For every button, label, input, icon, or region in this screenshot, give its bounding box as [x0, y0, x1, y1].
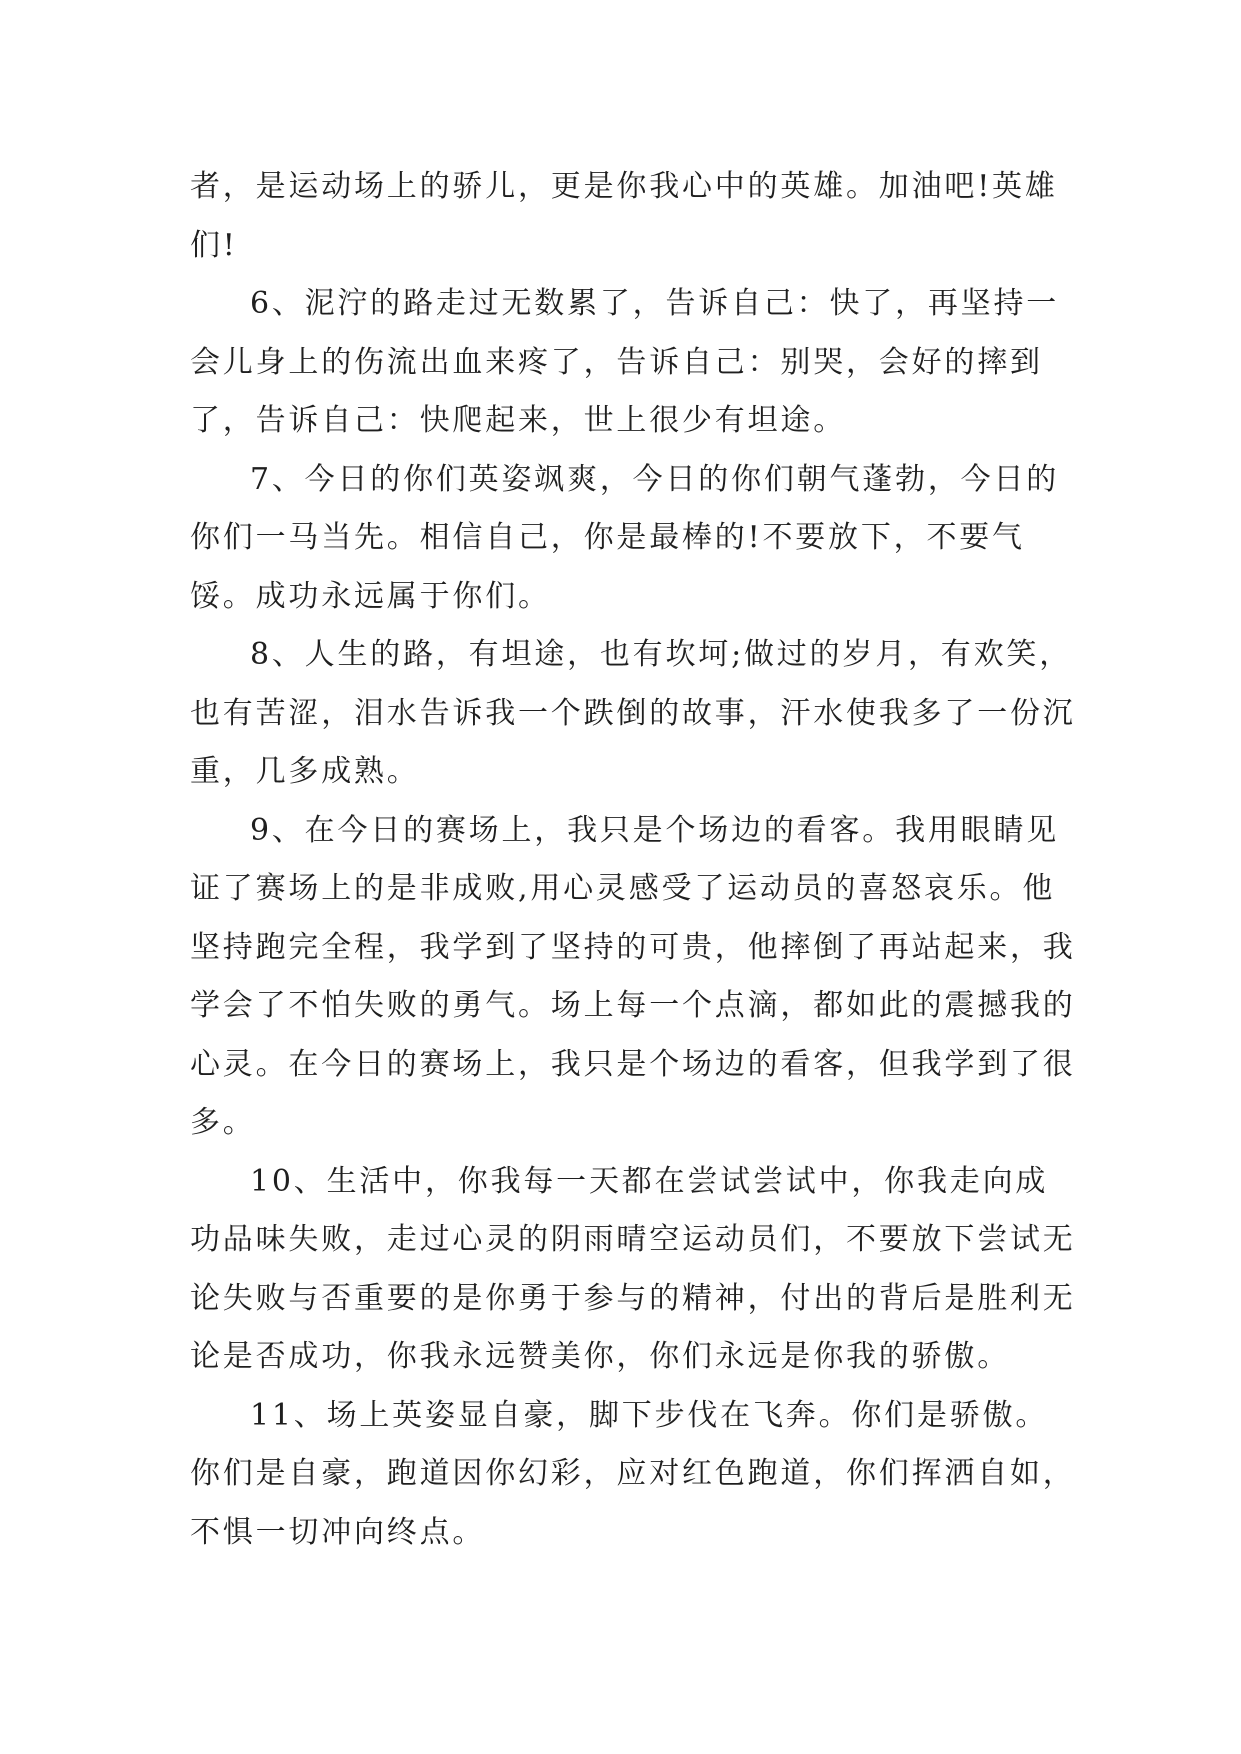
paragraph-item-10: 10、生活中，你我每一天都在尝试尝试中，你我走向成功品味失败，走过心灵的阴雨晴空运动员们，不要放下尝试无论失败与否重要的是你勇于参与的精神，付出的背后是胜利无论是否成功，你我永远赞美你，你们永远是你我的骄傲。 — [190, 1163, 1076, 1374]
paragraph-item-6: 6、泥泞的路走过无数累了，告诉自己：快了，再坚持一会儿身上的伤流出血来疼了，告诉自己：别哭，会好的摔到了，告诉自己：快爬起来，世上很少有坦途。 — [190, 286, 1060, 438]
paragraph-continuation: 者，是运动场上的骄儿，更是你我心中的英雄。加油吧!英雄们! — [190, 169, 1058, 263]
document-body — [190, 158, 1080, 1562]
paragraph-item-9: 9、在今日的赛场上，我只是个场边的看客。我用眼睛见证了赛场上的是非成败,用心灵感受了运动员的喜怒哀乐。他坚持跑完全程，我学到了坚持的可贵，他摔倒了再站起来，我学会了不怕失败的勇气。场上每一个点滴，都如此的震撼我的心灵。在今日的赛场上，我只是个场边的看客，但我学到了很多。 — [190, 812, 1076, 1140]
paragraph-item-11: 11、场上英姿显自豪，脚下步伐在飞奔。你们是骄傲。你们是自豪，跑道因你幻彩，应对红色跑道，你们挥洒自如，不惧一切冲向终点。 — [190, 1397, 1076, 1550]
paragraph-item-8: 8、人生的路，有坦途，也有坎坷;做过的岁月，有欢笑，也有苦涩，泪水告诉我一个跌倒的故事，汗水使我多了一份沉重，几多成熟。 — [190, 637, 1076, 789]
paragraph-item-7: 7、今日的你们英姿飒爽，今日的你们朝气蓬勃，今日的你们一马当先。相信自己，你是最棒的!不要放下，不要气馁。成功永远属于你们。 — [190, 461, 1060, 614]
